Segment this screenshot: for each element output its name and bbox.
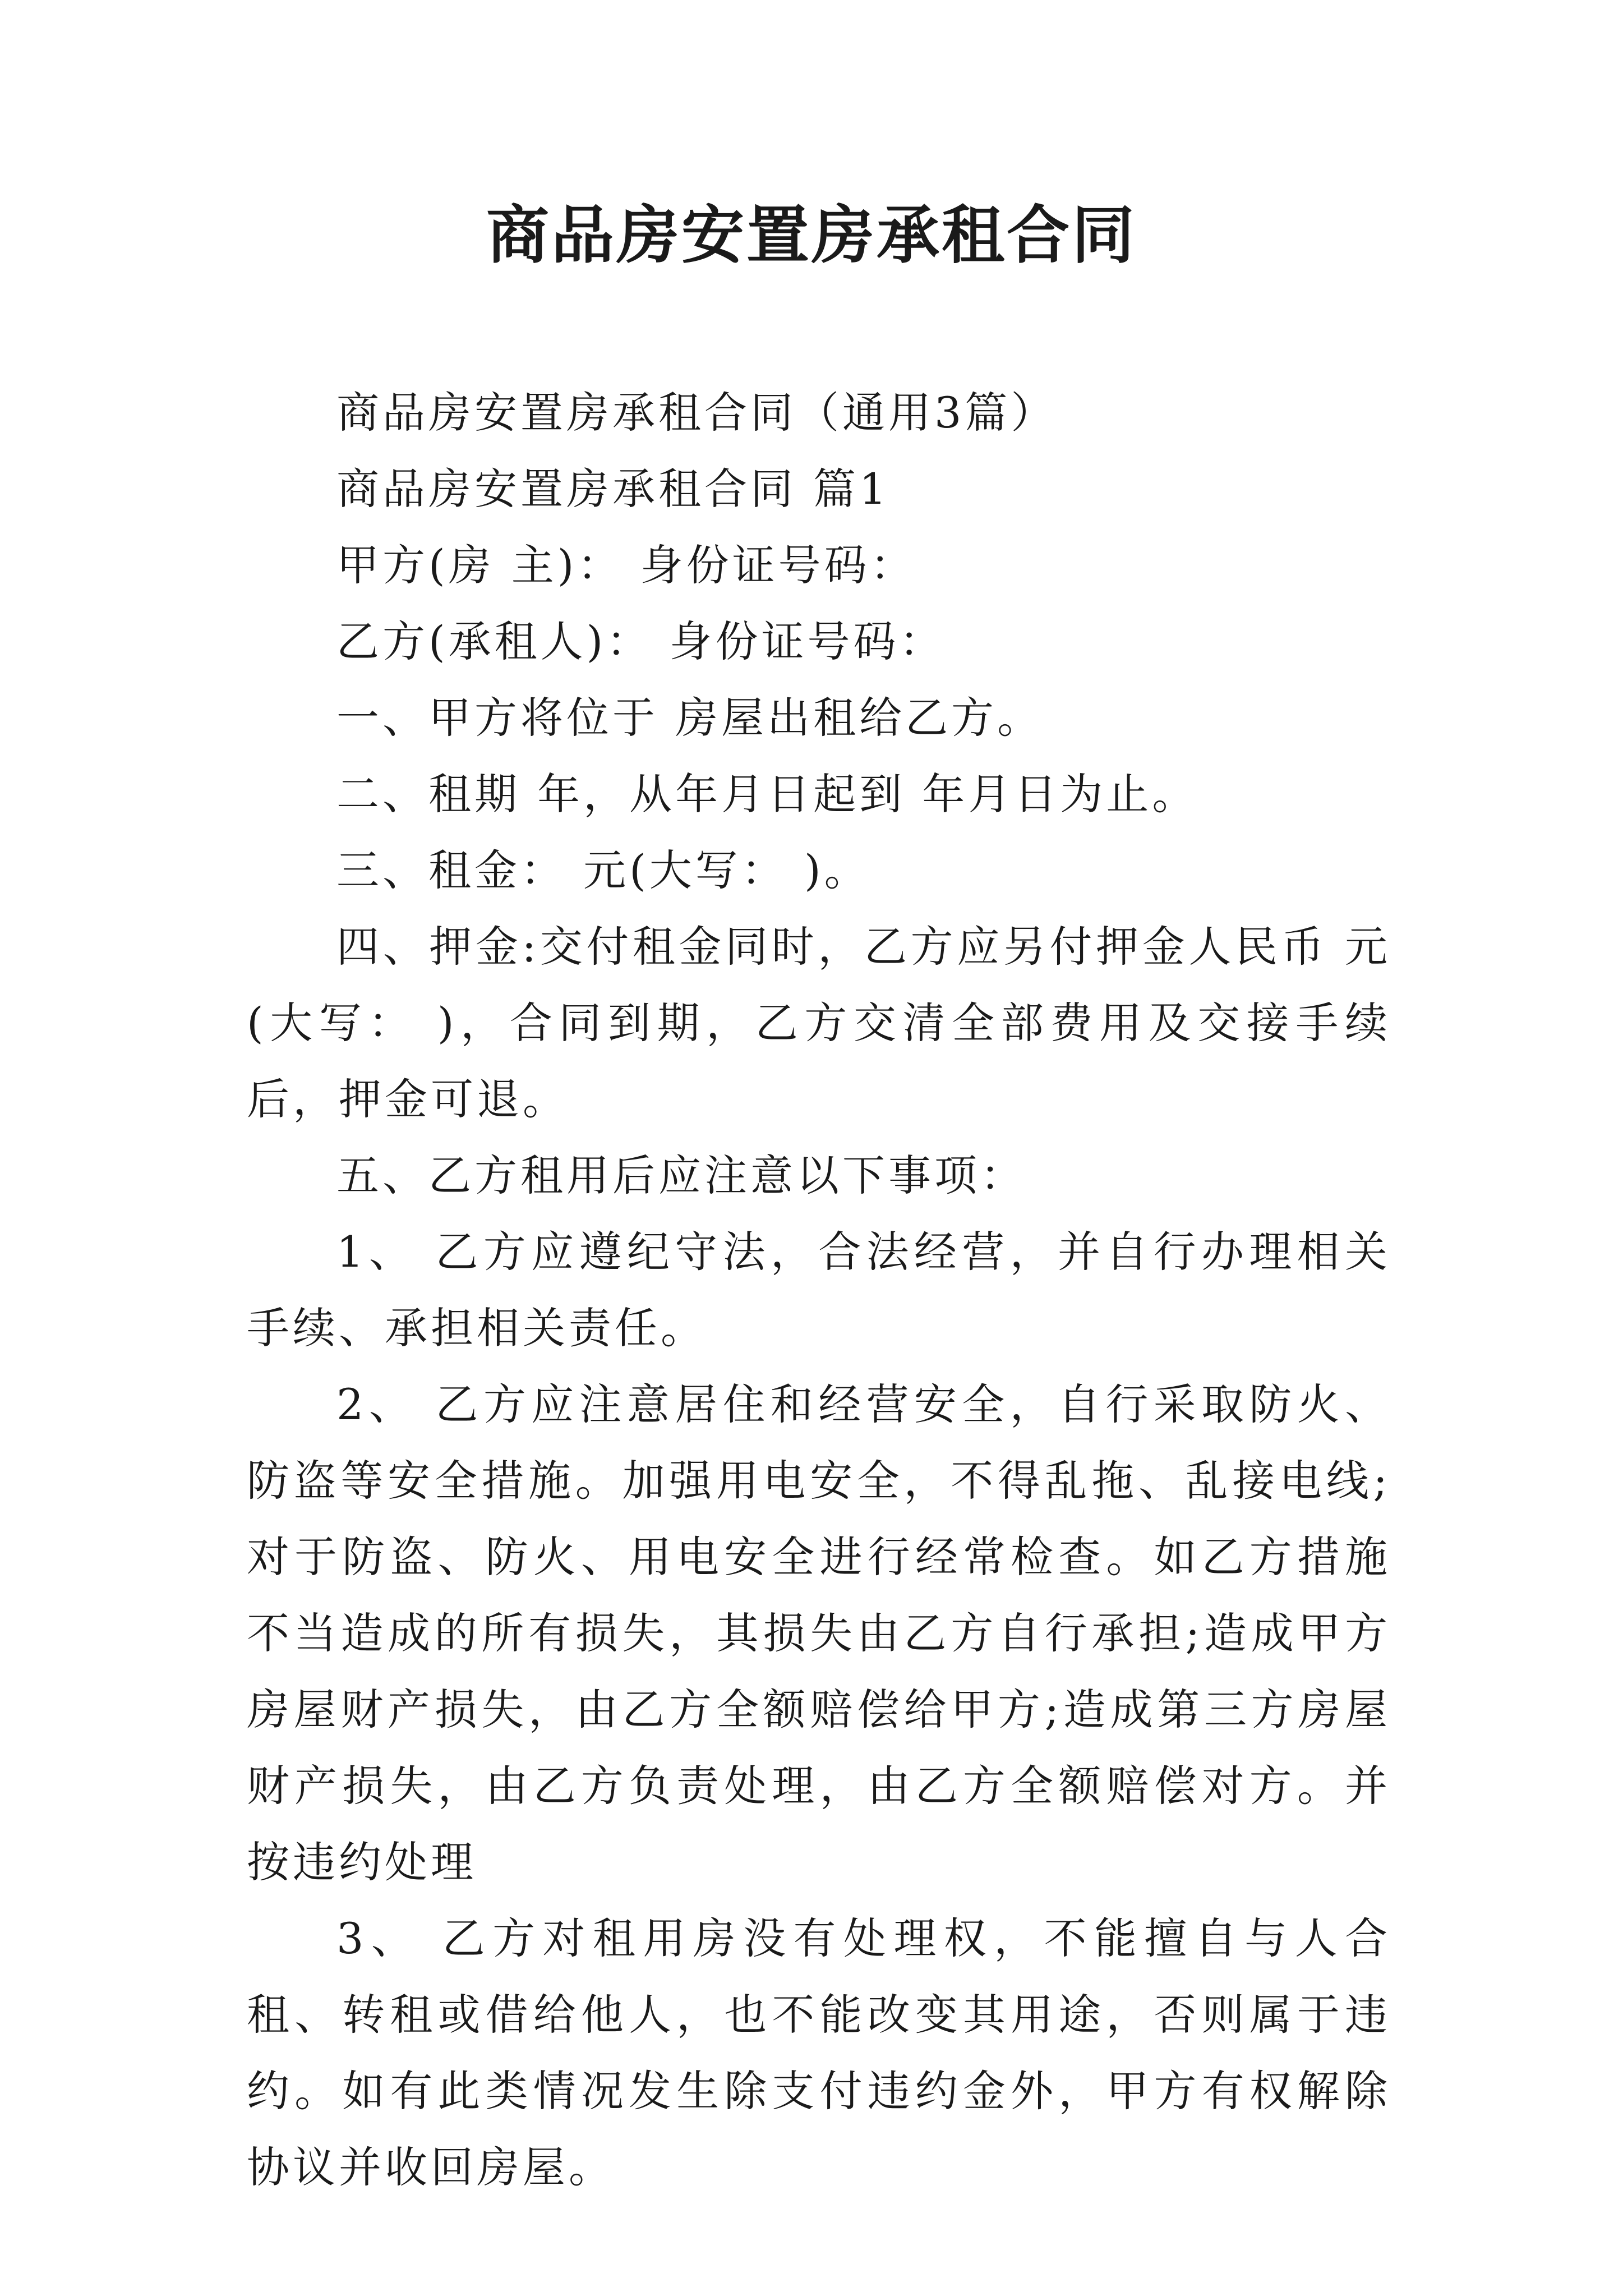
paragraph-clause-4: 四、押金:交付租金同时，乙方应另付押金人民币 元(大写： )，合同到期，乙方交清全部费用及交接手续后，押金可退。 [247,922,1391,1124]
paragraph-item-3: 3、 乙方对租用房没有处理权，不能擅自与人合租、转租或借给他人，也不能改变其用途，否则属于违约。如有此类情况发生除支付违约金外，甲方有权解除协议并收回房屋。 [247,1913,1391,2192]
paragraph-party-b: 乙方(承租人)： 身份证号码： [336,616,946,666]
paragraph-clause-5: 五、乙方租用后应注意以下事项： [336,1151,1026,1200]
paragraph-clause-2: 二、租期 年，从年月日起到 年月日为止。 [336,769,1198,819]
paragraph-party-a: 甲方(房 主)： 身份证号码： [336,540,916,590]
paragraph-clause-3: 三、租金： 元(大写： )。 [336,845,870,895]
paragraph-section-heading: 商品房安置房承租合同 篇1 [336,464,890,514]
paragraph-subtitle: 商品房安置房承租合同（通用3篇） [336,388,1057,438]
paragraph-item-1: 1、 乙方应遵纪守法，合法经营，并自行办理相关手续、承担相关责任。 [247,1227,1391,1353]
paragraph-clause-1: 一、甲方将位于 房屋出租给乙方。 [336,693,1044,743]
document-title: 商品房安置房承租合同 [486,199,1137,272]
document-body [247,375,1391,2206]
paragraph-item-2: 2、 乙方应注意居住和经营安全，自行采取防火、防盗等安全措施。加强用电安全，不得乱拖、乱接电线;对于防盗、防火、用电安全进行经常检查。如乙方措施不当造成的所有损失，其损失由乙方自行承担;造成甲方房屋财产损失，由乙方全额赔偿给甲方;造成第三方房屋财产损失，由乙方负责处理，由乙方全额赔偿对方。并按违约处理 [247,1379,1391,1887]
